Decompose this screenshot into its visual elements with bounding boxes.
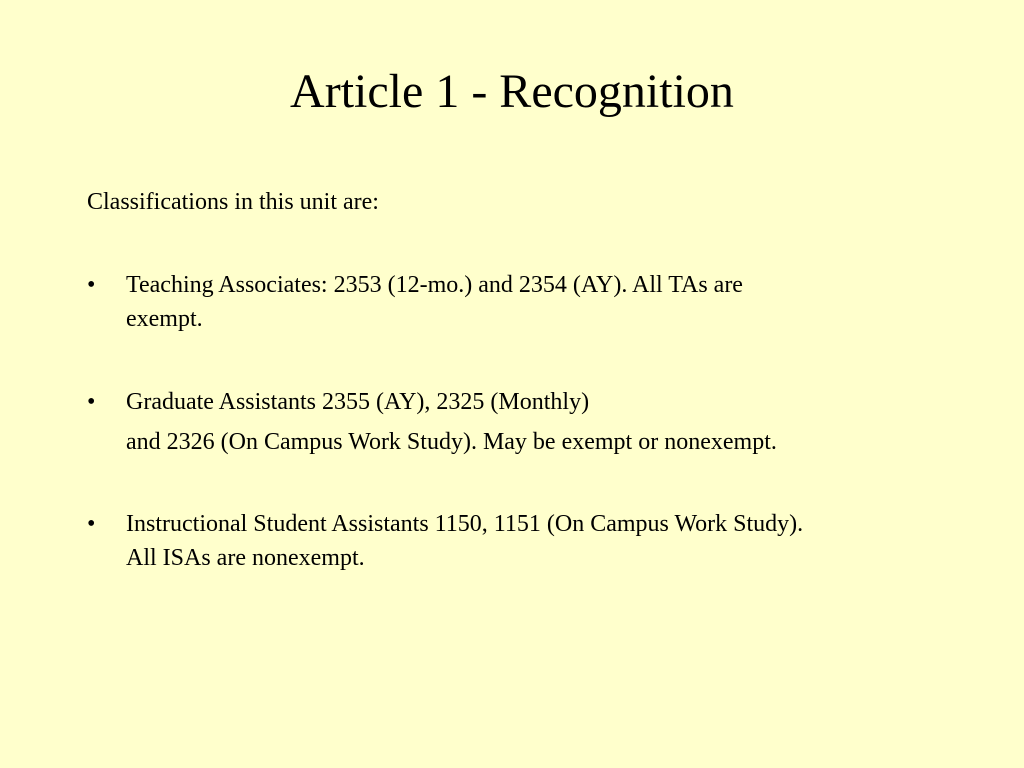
bullet-line: Instructional Student Assistants 1150, 1151 (On Campus Work Study). xyxy=(126,511,804,537)
bullet-line: exempt. xyxy=(126,306,203,332)
bullet-text xyxy=(126,385,947,459)
bullet-dot: • xyxy=(87,272,96,298)
bullet-item-instructional-student-assistants xyxy=(87,507,947,575)
slide-title: Article 1 - Recognition xyxy=(290,65,734,118)
bullet-text xyxy=(126,268,947,336)
bullet-dot: • xyxy=(87,389,96,415)
bullet-line: and 2326 (On Campus Work Study). May be exempt or nonexempt. xyxy=(126,429,777,455)
intro-text: Classifications in this unit are: xyxy=(87,189,379,215)
bullet-item-graduate-assistants xyxy=(87,385,947,459)
bullet-line: Graduate Assistants 2355 (AY), 2325 (Monthly) xyxy=(126,389,590,415)
bullet-line: Teaching Associates: 2353 (12-mo.) and 2354 (AY). All TAs are xyxy=(126,272,743,298)
bullet-line: All ISAs are nonexempt. xyxy=(126,545,365,571)
bullet-dot: • xyxy=(87,511,96,537)
bullet-item-teaching-associates xyxy=(87,268,947,336)
bullet-text xyxy=(126,507,947,575)
